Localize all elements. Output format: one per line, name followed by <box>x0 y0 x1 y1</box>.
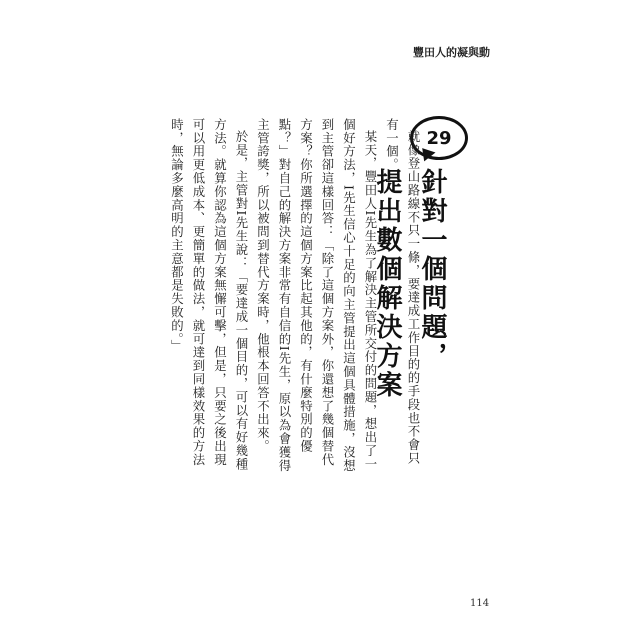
body-paragraph-1: 就像登山路線不只一條，要達成工作目的的手段也不會只有一個。 <box>384 118 421 466</box>
page-number: 114 <box>470 598 490 609</box>
body-text <box>166 118 424 478</box>
chapter-number: 29 <box>426 127 452 149</box>
body-paragraph-3: 於是，主管對I先生說：「要達成一個目的，可以有好幾種方法。就算你認為這個方案無懈可擊，但是，只要之後出現可以用更低成本、更簡單的做法，就可達到同樣效果的方法時，無論多麼高明的主意都是失敗的。」 <box>169 118 249 472</box>
chapter-title-line-1: 針對一個問題， <box>417 168 447 371</box>
chapter-title-line-2: 提出數個解決方案 <box>372 168 402 400</box>
body-paragraph-2: 某天，豐田人I先生為了解決主管所交付的問題，想出了一個好方法，I先生信心十足的向主管提出這個具體措施，沒想到主管卻這樣回答：「除了這個方案外，你還想了幾個替代方案？你所選擇的這個方案比起其他的，有什麼特別的優點？」對自己的解決方案非常有自信的I先生，原以為會獲得主管誇獎，所以被問到替代方案時，他根本回答不出來。 <box>255 118 378 473</box>
running-head: 豐田人的凝與動 <box>413 46 490 59</box>
